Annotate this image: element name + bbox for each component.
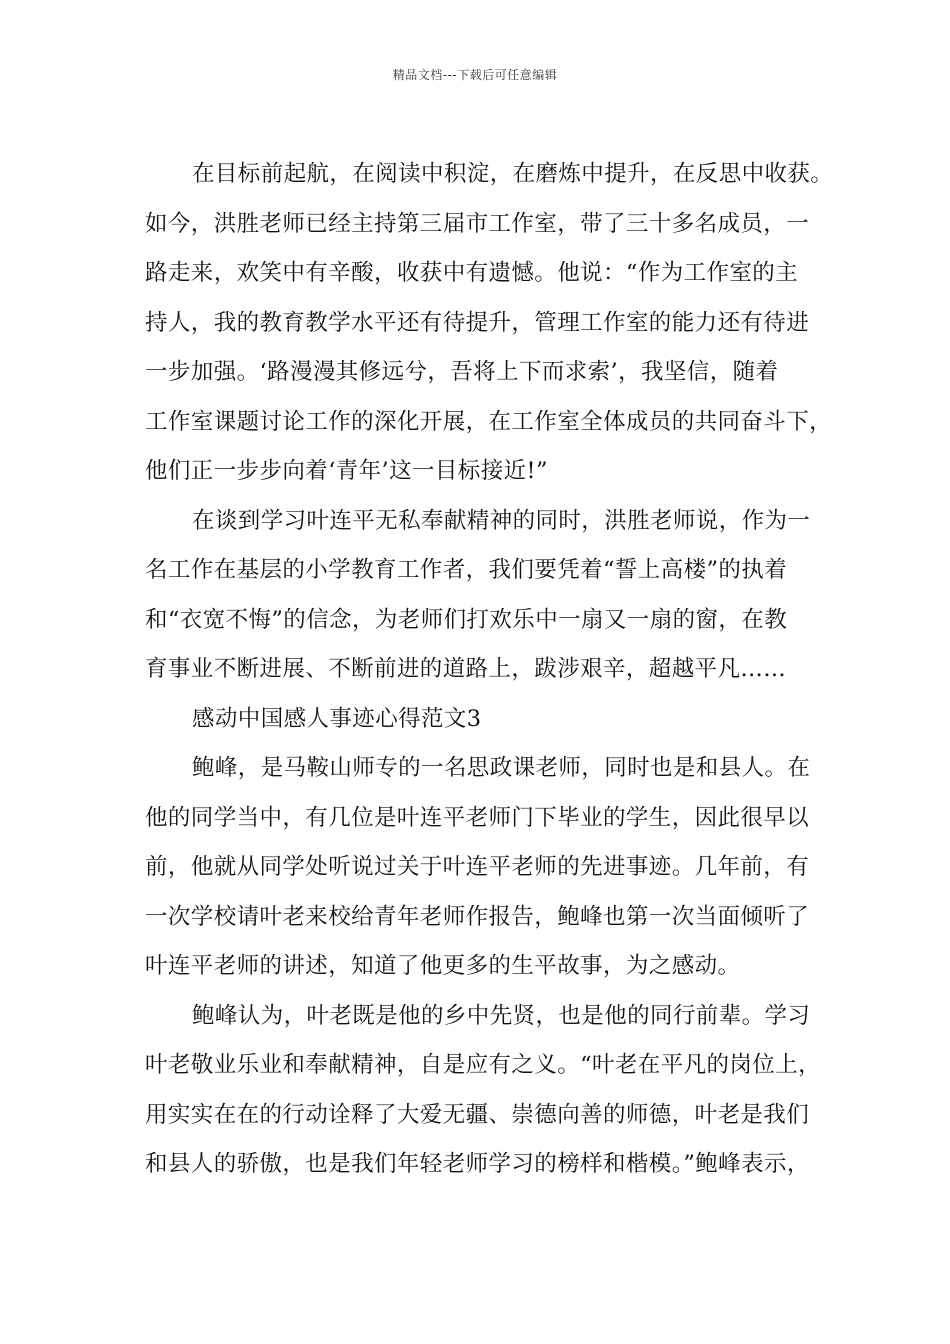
document-body <box>145 150 834 1190</box>
text-line: 叶连平老师的讲述，知道了他更多的生平故事，为之感动。 <box>145 953 741 979</box>
section-heading: 感动中国感人事迹心得范文3 <box>192 705 482 732</box>
text-line: 育事业不断进展、不断前进的道路上，跋涉艰辛，超越平凡…… <box>145 656 787 682</box>
text-line: 在目标前起航，在阅读中积淀，在磨炼中提升，在反思中收获。 <box>192 161 834 187</box>
text-line: 工作室课题讨论工作的深化开展，在工作室全体成员的共同奋斗下， <box>145 408 833 435</box>
page-header: 精品文档---下载后可任意编辑 <box>392 68 558 82</box>
text-line: 鲍峰认为，叶老既是他的乡中先贤，也是他的同行前辈。学习 <box>192 1002 811 1029</box>
text-line: 一步加强。‘路漫漫其修远兮，吾将上下而求索’，我坚信，随着 <box>145 359 779 385</box>
text-line: 用实实在在的行动诠释了大爱无疆、崇德向善的师德，叶老是我们 <box>145 1101 810 1128</box>
text-line: 名工作在基层的小学教育工作者，我们要凭着“誓上高楼”的执着 <box>145 557 788 583</box>
text-line: 前，他就从同学处听说过关于叶连平老师的先进事迹。几年前，有 <box>145 854 810 880</box>
text-line: 路走来，欢笑中有辛酸，收获中有遗憾。他说：“作为工作室的主 <box>145 260 799 286</box>
text-line: 叶老敬业乐业和奉献精神，自是应有之义。“叶老在平凡的岗位上， <box>145 1052 822 1078</box>
text-line: 在谈到学习叶连平无私奉献精神的同时，洪胜老师说，作为一 <box>192 507 811 534</box>
text-line: 如今，洪胜老师已经主持第三届市工作室，带了三十多名成员，一 <box>145 210 810 237</box>
text-line: 持人，我的教育教学水平还有待提升，管理工作室的能力还有待进 <box>145 309 810 336</box>
text-line: 他的同学当中，有几位是叶连平老师门下毕业的学生，因此很早以 <box>145 804 810 831</box>
text-line: 和“衣宽不悔”的信念，为老师们打欢乐中一扇又一扇的窗，在教 <box>145 606 788 633</box>
text-line: 一次学校请叶老来校给青年老师作报告，鲍峰也第一次当面倾听了 <box>145 903 810 930</box>
text-line: 鲍峰，是马鞍山师专的一名思政课老师，同时也是和县人。在 <box>192 755 811 781</box>
text-line: 他们正一步步向着‘青年’这一目标接近!” <box>145 458 548 484</box>
text-line: 和县人的骄傲，也是我们年轻老师学习的榜样和楷模。”鲍峰表示， <box>145 1151 810 1177</box>
